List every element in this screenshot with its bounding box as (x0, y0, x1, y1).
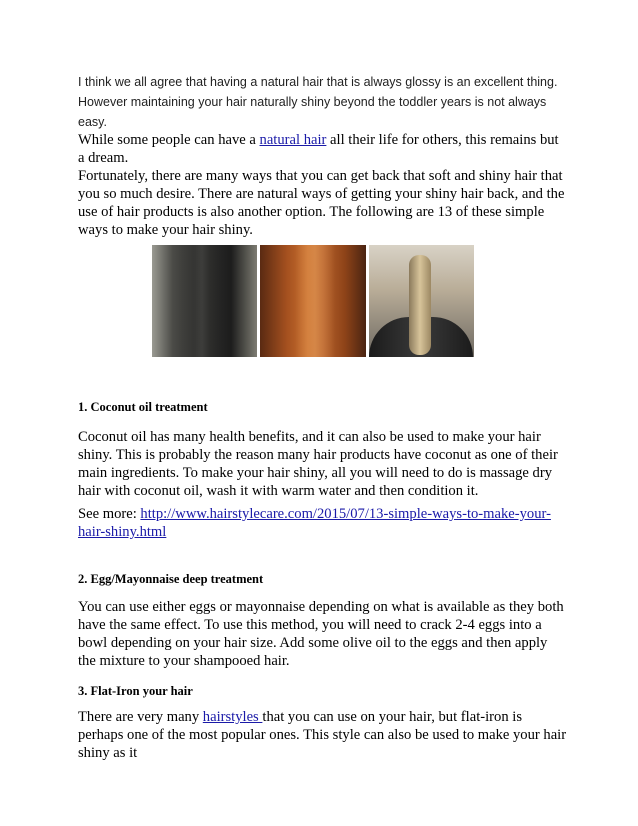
natural-hair-link[interactable]: natural hair (259, 132, 327, 148)
hairstyles-link[interactable]: hairstyles (202, 709, 263, 725)
section-3-heading: 3. Flat-Iron your hair (78, 684, 193, 698)
para1-after: all their life for others, this remains but a dream. (78, 132, 559, 166)
see-more-label: See more: (78, 506, 141, 522)
para2-text: Fortunately, there are many ways that you can get back that soft and shiny hair that you so much desire. There are natural ways of getting your shiny hair back, and the use of hair products is also another option. The following are 13 of these simple ways to make your hair shiny. (78, 168, 565, 238)
section-2-text: You can use either eggs or mayonnaise depending on what is available as they both have the same effect. To use this method, you will need to crack 2-4 eggs into a bowl depending on your hair size. Add some olive oil to the eggs and then apply the mixture to your shampooed hair. (78, 599, 564, 669)
fortunately-paragraph (78, 167, 568, 239)
see-more-line (78, 505, 568, 541)
dark-shiny-hair-photo (152, 245, 257, 357)
intro-line-3: easy. (78, 115, 107, 129)
natural-hair-paragraph (78, 131, 568, 167)
intro-line-2: However maintaining your hair naturally shiny beyond the toddler years is not always (78, 95, 547, 109)
intro-line-1: I think we all agree that having a natural hair that is always glossy is an excellent thing. (78, 75, 558, 89)
section-1-body (78, 428, 568, 500)
section-1-heading: 1. Coconut oil treatment (78, 400, 208, 414)
section-3-body (78, 708, 568, 762)
see-more-link[interactable]: http://www.hairstylecare.com/2015/07/13-simple-ways-to-make-your-hair-shiny.html (78, 506, 551, 540)
intro-paragraph (78, 72, 568, 132)
hair-photo-collage (152, 245, 474, 357)
para1-before: While some people can have a (78, 132, 260, 148)
section-1-text: Coconut oil has many health benefits, and it can also be used to make your hair shiny. This is probably the reason many hair products have coconut as one of their main ingredients. To make your hair shiny, all you will need to do is massage dry hair with coconut oil, wash it with warm water and then condition it. (78, 429, 558, 499)
section-2-heading: 2. Egg/Mayonnaise deep treatment (78, 572, 264, 586)
section-3-before: There are very many (78, 709, 203, 725)
section-3-after: that you can use on your hair, but flat-iron is perhaps one of the most popular ones. This style can also be used to make your hair shiny as it (78, 709, 567, 761)
blonde-ponytail-photo (369, 245, 474, 357)
section-2-body (78, 598, 568, 670)
auburn-shiny-hair-photo (260, 245, 365, 357)
